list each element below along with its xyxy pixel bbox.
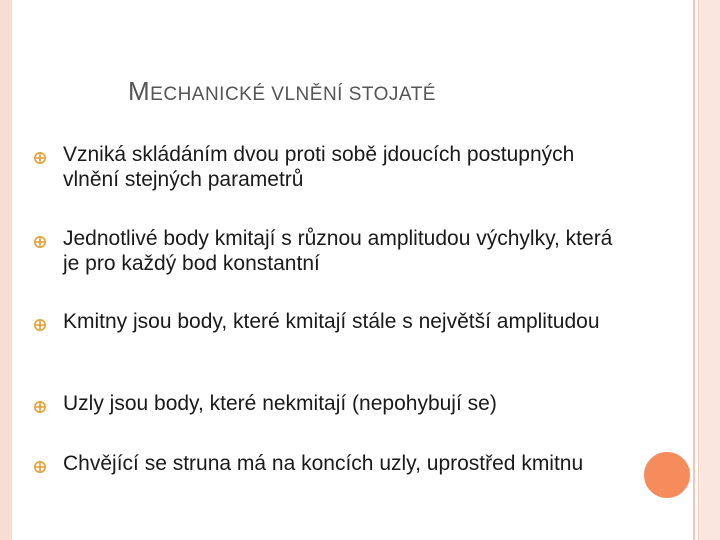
ornament-bullet-icon [33, 400, 47, 414]
slide-title-initial: M [128, 76, 151, 106]
bullet-text: Vzniká skládáním dvou proti sobě jdoucích postupných vlnění stejných parametrů [63, 143, 575, 191]
slide-title-rest: ECHANICKÉ VLNĚNÍ STOJATÉ [150, 84, 436, 105]
left-border-decoration [0, 0, 12, 540]
bullet-text: Uzly jsou body, které nekmitají (nepohybují se) [63, 392, 497, 415]
bullet-text: Kmitny jsou body, které kmitají stále s největší amplitudou [63, 310, 600, 333]
bullet-text: Jednotlivé body kmitají s různou amplitudou výchylky, která je pro každý bod konstantní [63, 227, 613, 275]
ornament-bullet-icon [33, 318, 47, 332]
right-panel-decoration [700, 0, 720, 540]
bullet-text: Chvějící se struna má na koncích uzly, uprostřed kmitnu [63, 452, 584, 475]
right-frame-line-inner [698, 0, 699, 540]
right-frame-line [693, 0, 695, 540]
accent-circle [641, 449, 693, 501]
ornament-bullet-icon [33, 460, 47, 474]
ornament-bullet-icon [33, 235, 47, 249]
ornament-bullet-icon [33, 151, 47, 165]
slide-title [128, 76, 588, 107]
